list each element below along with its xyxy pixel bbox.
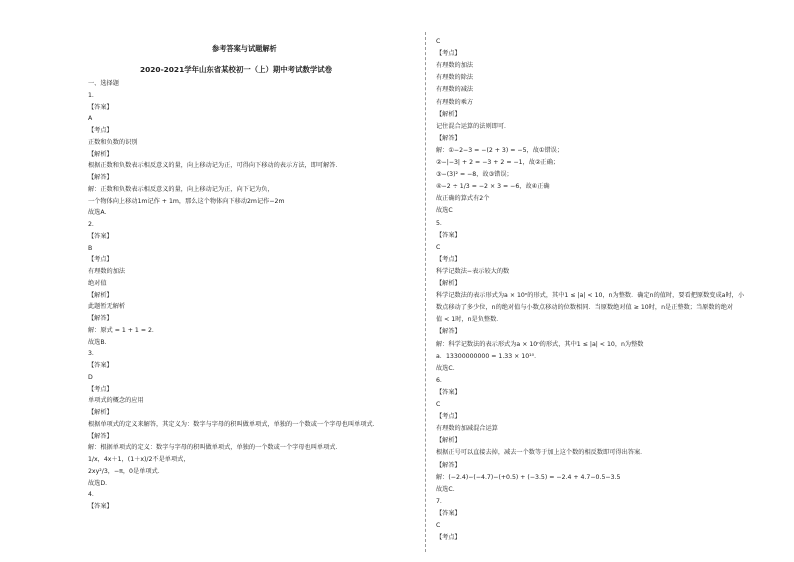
text-line: 【考点】: [436, 413, 461, 421]
text-line: 【答案】: [88, 503, 113, 510]
text-line: 7.: [436, 497, 442, 505]
text-line: 【解析】: [88, 291, 113, 299]
text-line: 【答案】: [436, 509, 461, 517]
text-line: 【解答】: [436, 461, 461, 469]
text-line: 解：①−2−3 = −(2 + 3) = −5，故①错误；: [436, 146, 564, 154]
left-column: [88, 0, 406, 562]
text-line: 记住混合运算的法则即可．: [436, 122, 511, 130]
text-line: 2xy²/3，−π，0是单项式．: [88, 467, 164, 475]
text-line: 【解析】: [88, 409, 113, 416]
text-line: 【考点】: [88, 385, 113, 393]
right-column: [436, 0, 766, 562]
text-line: 【考点】: [88, 256, 113, 264]
text-line: 有理数的减法: [436, 86, 474, 94]
page-title: 参考答案与试题解析: [212, 44, 277, 53]
text-line: 故正确的算式有2个: [436, 195, 490, 203]
text-line: 绝对值: [88, 279, 107, 287]
text-line: 【答案】: [88, 362, 113, 369]
text-line: ②−|−3| + 2 = −3 + 2 = −1，故②正确；: [436, 159, 560, 166]
text-line: 1.: [88, 91, 94, 99]
text-line: 正数和负数的识别: [88, 138, 138, 146]
text-line: B: [88, 244, 93, 252]
text-line: 解：(−2.4)−(−4.7)−(+0.5) + (−3.5) = −2.4 + 4.7−0.5−3.5: [436, 473, 621, 481]
text-line: 【解答】: [436, 134, 461, 142]
text-line: 【解答】: [436, 328, 461, 336]
text-line: 【解析】: [436, 110, 461, 118]
text-line: 故选C．: [436, 485, 459, 493]
text-line: 解：原式 = 1 + 1 = 2．: [88, 326, 159, 334]
text-line: 根据正号可以直接去掉，减去一个数等于加上这个数的相反数即可得出答案．: [436, 449, 647, 457]
text-line: A: [88, 115, 93, 123]
text-line: 【解析】: [436, 280, 461, 287]
exam-title: 2020-2021学年山东省某校初一（上）期中考试数学试卷: [140, 65, 333, 74]
text-line: 【考点】: [436, 50, 461, 58]
text-line: 2.: [88, 221, 94, 228]
text-line: D: [88, 373, 93, 381]
text-line: 一个物体向上移动1m记作 + 1m，那么这个物体向下移动2m记作−2m: [88, 197, 285, 205]
text-line: 解：正数和负数表示相反意义的量，向上移动记为正，向下记为负，: [88, 185, 274, 193]
text-line: 5.: [436, 219, 442, 227]
text-line: 【解答】: [88, 432, 113, 440]
text-line: 【解析】: [88, 150, 113, 158]
text-line: 【答案】: [88, 103, 113, 111]
text-line: 故选C．: [436, 364, 459, 372]
text-line: 3.: [88, 350, 94, 358]
text-line: 4.: [88, 491, 94, 499]
text-line: 科学记数法−表示较大的数: [436, 267, 510, 275]
text-line: ④−2 ÷ 1/3 = −2 × 3 = −6，故④正确: [436, 183, 550, 191]
text-line: 有理数的乘方: [436, 98, 474, 106]
text-line: 有理数的加法: [88, 268, 126, 275]
text-line: 根据单项式的定义来解答，其定义为：数字与字母的积叫做单项式，单独的一个数或一个字母也叫单项式．: [88, 420, 379, 428]
text-line: 故选C: [436, 207, 453, 215]
text-line: 【考点】: [436, 255, 461, 263]
text-line: 【解析】: [436, 437, 461, 445]
text-line: 故选D．: [88, 479, 112, 487]
text-line: 故选B．: [88, 338, 111, 346]
text-line: C: [436, 522, 441, 529]
text-line: 科学记数法的表示形式为a × 10ⁿ的形式，其中1 ≤ |a| < 10，n为整数．确定n的值时，要看把原数变成a时，小: [436, 292, 745, 300]
text-line: 一、选择题: [88, 80, 119, 87]
text-line: 有理数的除法: [436, 74, 474, 82]
text-line: 【答案】: [436, 231, 461, 239]
text-line: a．13300000000 = 1.33 × 10¹⁰．: [436, 352, 541, 360]
text-line: 解：根据单项式的定义：数字与字母的积叫做单项式，单独的一个数或一个字母也叫单项式．: [88, 444, 342, 452]
text-line: 数点移动了多少位，n的绝对值与小数点移动的位数相同．当原数绝对值 ≥ 10时，n是正整数；当原数的绝对: [436, 304, 734, 312]
text-line: C: [436, 38, 441, 45]
text-line: 解：科学记数法的表示形式为a × 10ⁿ的形式，其中1 ≤ |a| < 10，n为整数: [436, 340, 644, 348]
text-line: 有理数的加减混合运算: [436, 425, 498, 433]
text-line: 故选A．: [88, 209, 111, 217]
text-line: 有理数的加法: [436, 62, 474, 70]
column-divider: [425, 32, 426, 552]
text-line: C: [436, 401, 441, 408]
text-line: 【考点】: [436, 534, 461, 542]
text-line: 【答案】: [88, 232, 113, 240]
text-line: 【考点】: [88, 127, 113, 134]
text-line: 【解答】: [88, 174, 113, 181]
text-line: 【答案】: [436, 388, 461, 396]
text-line: C: [436, 243, 441, 251]
text-line: ③−(3)² = −8，故③错误；: [436, 171, 513, 179]
text-line: 6.: [436, 376, 442, 384]
text-line: 根据正数和负数表示相反意义的量，向上移动记为正，可得向下移动的表示方法，即可解答．: [88, 162, 342, 170]
text-line: 单项式的概念的应用: [88, 397, 144, 405]
text-line: 此题暂无解析: [88, 303, 126, 311]
text-line: 值 < 1时，n是负整数．: [436, 316, 503, 324]
text-line: 【解答】: [88, 315, 113, 322]
text-line: 1/x，4x＋1，(1＋x)/2不是单项式，: [88, 456, 190, 463]
